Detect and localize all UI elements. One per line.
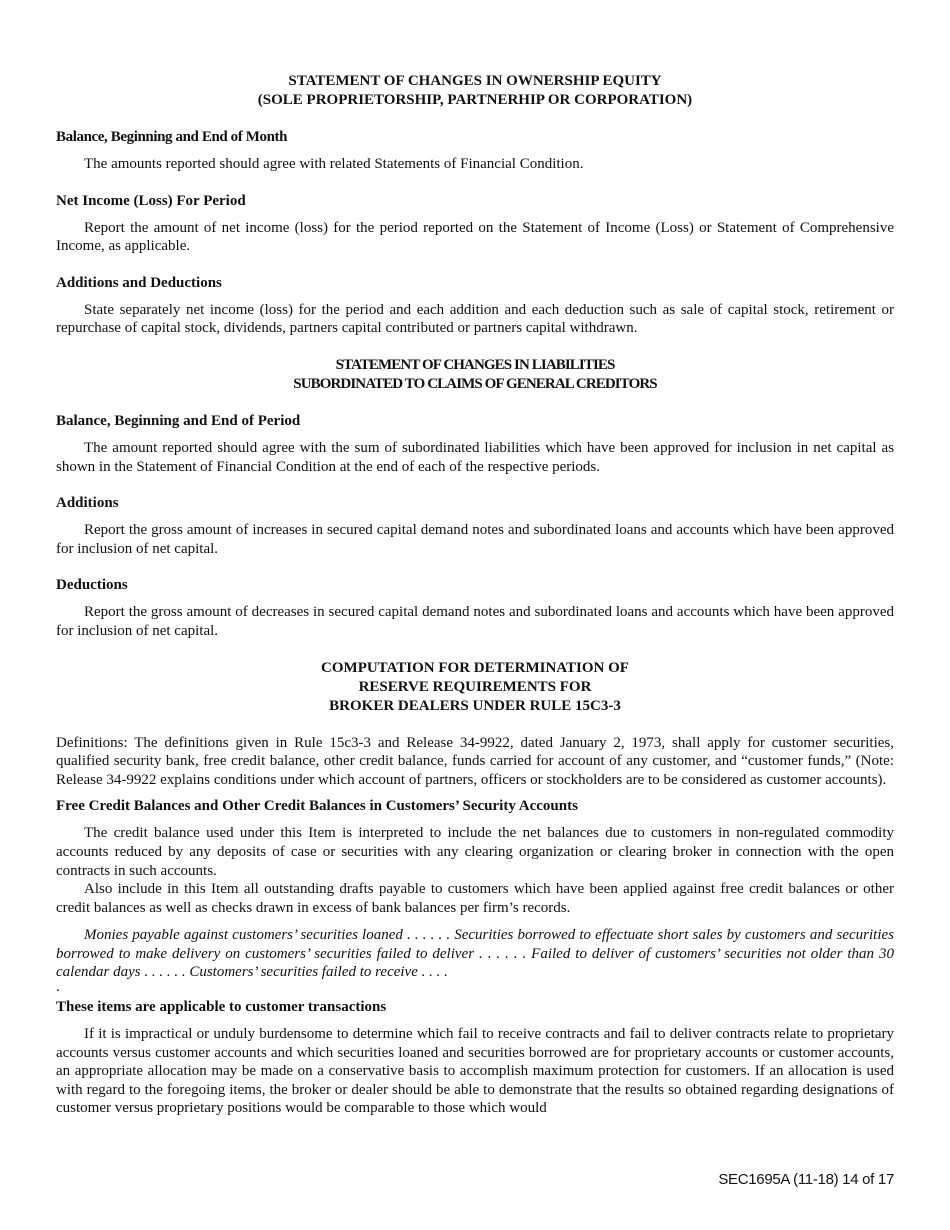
title-line: SUBORDINATED TO CLAIMS OF GENERAL CREDITORS <box>293 375 657 392</box>
section-heading: Deductions <box>56 577 128 594</box>
section-heading: These items are applicable to customer transactions <box>56 999 387 1016</box>
section-title-subordinated-liabilities <box>56 356 894 394</box>
title-line: BROKER DEALERS UNDER RULE 15C3-3 <box>329 697 621 714</box>
section-title-ownership-equity <box>56 72 894 110</box>
page-footer: SEC1695A (11-18) 14 of 17 <box>718 1171 894 1188</box>
section-heading: Additions <box>56 495 119 512</box>
italic-items-paragraph: Monies payable against customers’ securities loaned . . . . . . Securities borrowed to effectuate short sales by customers and securities borrowed to make delivery on customers’ securities failed to deliver . . . . . . Failed to deliver of customers’ securities not older than 30 calendar days . . . . . . Customers’ securities failed to receive . . . . <box>56 927 894 981</box>
section-paragraph: The amount reported should agree with the sum of subordinated liabilities which have been approved for inclusion in net capital as shown in the Statement of Financial Condition at the end of each of the respective periods. <box>56 439 894 475</box>
title-line: RESERVE REQUIREMENTS FOR <box>358 678 592 695</box>
title-line: COMPUTATION FOR DETERMINATION OF <box>321 659 629 676</box>
document-page <box>56 72 894 1118</box>
section-title-reserve-computation <box>56 659 894 716</box>
section-paragraph: Report the amount of net income (loss) for the period reported on the Statement of Income (Loss) or Statement of Comprehensive Income, as applicable. <box>56 219 894 255</box>
section-heading: Net Income (Loss) For Period <box>56 192 246 209</box>
section-heading: Free Credit Balances and Other Credit Balances in Customers’ Security Accounts <box>56 798 578 815</box>
title-line: (SOLE PROPRIETORSHIP, PARTNERHIP OR CORPORATION) <box>257 92 693 108</box>
definitions-paragraph: Definitions: The definitions given in Rule 15c3-3 and Release 34-9922, dated January 2, 1973, shall apply for customer securities, qualified security bank, free credit balance, other credit balance, funds carried for account of any customer, and “customer funds,” (Note: Release 34-9922 explains conditions under which account of partners, officers or stockholders are to be considered as customer accounts). <box>56 734 894 788</box>
section-paragraph: The credit balance used under this Item is interpreted to include the net balances due to customers in non-regulated commodity accounts reduced by any deposits of case or securities with any clearing organization or clearing broker in connection with the open contracts in such accounts. <box>56 825 894 879</box>
section-heading: Additions and Deductions <box>56 274 222 291</box>
section-heading: Balance, Beginning and End of Month <box>56 129 288 145</box>
section-paragraph: State separately net income (loss) for the period and each addition and each deduction such as sale of capital stock, retirement or repurchase of capital stock, dividends, partners capital contributed or partners capital withdrawn. <box>56 301 894 337</box>
section-heading: Balance, Beginning and End of Period <box>56 412 301 429</box>
section-paragraph: The amounts reported should agree with related Statements of Financial Condition. <box>84 156 584 172</box>
title-line: STATEMENT OF CHANGES IN LIABILITIES <box>335 356 615 373</box>
section-paragraph: Report the gross amount of increases in secured capital demand notes and subordinated loans and accounts which have been approved for inclusion of net capital. <box>56 522 894 557</box>
stray-dot: . <box>56 979 60 996</box>
title-line: STATEMENT OF CHANGES IN OWNERSHIP EQUITY <box>288 73 662 89</box>
section-paragraph: If it is impractical or unduly burdensome to determine which fail to receive contracts and fail to deliver contracts relate to proprietary accounts versus customer accounts and which securities loaned and securities borrowed are for proprietary accounts or customer accounts, an appropriate allocation may be made on a conservative basis to accomplish maximum protection for customers. If an allocation is used with regard to the foregoing items, the broker or dealer should be able to demonstrate that the results so obtained regarding designations of customer versus proprietary positions would be comparable to those which would <box>56 1026 894 1117</box>
section-paragraph: Also include in this Item all outstanding drafts payable to customers which have been applied against free credit balances or other credit balances as well as checks drawn in excess of bank balances per firm’s records. <box>56 881 894 916</box>
section-paragraph: Report the gross amount of decreases in secured capital demand notes and subordinated loans and accounts which have been approved for inclusion of net capital. <box>56 604 894 639</box>
